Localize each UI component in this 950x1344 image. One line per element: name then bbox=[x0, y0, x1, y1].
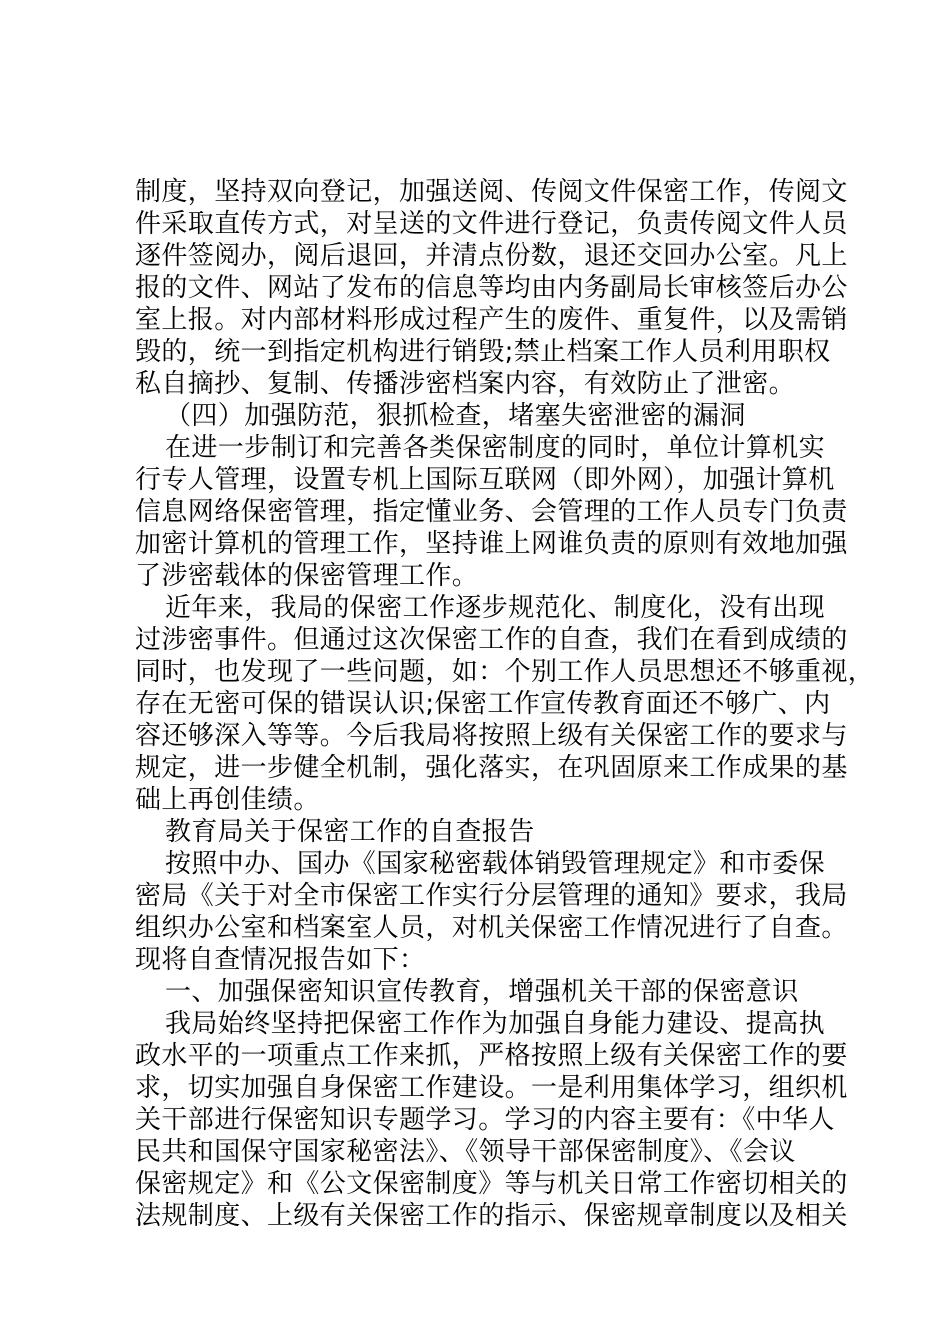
text-line: 毁的，统一到指定机构进行销毁;禁止档案工作人员利用职权 bbox=[135, 337, 831, 367]
text-line: 我局始终坚持把保密工作作为加强自身能力建设、提高执 bbox=[165, 1009, 826, 1039]
text-line: 政水平的一项重点工作来抓，严格按照上级有关保密工作的要 bbox=[135, 1041, 848, 1071]
text-line: 报的文件、网站了发布的信息等均由内务副局长审核签后办公 bbox=[135, 273, 848, 303]
text-line: 按照中办、国办《国家秘密载体销毁管理规定》和市委保 bbox=[165, 849, 826, 879]
text-line: 私自摘抄、复制、传播涉密档案内容，有效防止了泄密。 bbox=[135, 369, 796, 399]
section-heading: 一、加强保密知识宣传教育，增强机关干部的保密意识 bbox=[165, 977, 799, 1007]
text-line: 础上再创佳绩。 bbox=[135, 785, 320, 815]
text-line: 了涉密载体的保密管理工作。 bbox=[135, 561, 479, 591]
text-line: 行专人管理，设置专机上国际互联网（即外网），加强计算机 bbox=[135, 465, 835, 495]
text-line: 过涉密事件。但通过这次保密工作的自查，我们在看到成绩的 bbox=[135, 625, 848, 655]
text-line: 关干部进行保密知识专题学习。学习的内容主要有：《中华人 bbox=[135, 1105, 835, 1135]
section-heading: （四）加强防范，狠抓检查，堵塞失密泄密的漏洞 bbox=[165, 401, 746, 431]
text-line: 求，切实加强自身保密工作建设。一是利用集体学习，组织机 bbox=[135, 1073, 848, 1103]
text-line: 密局《关于对全市保密工作实行分层管理的通知》要求，我局 bbox=[135, 881, 848, 911]
text-line: 逐件签阅办，阅后退回，并清点份数，退还交回办公室。凡上 bbox=[135, 241, 848, 271]
text-line: 民共和国保守国家秘密法》、《领导干部保密制度》、《会议 bbox=[135, 1137, 796, 1167]
text-line: 规定，进一步健全机制，强化落实，在巩固原来工作成果的基 bbox=[135, 753, 848, 783]
text-line: 在进一步制订和完善各类保密制度的同时，单位计算机实 bbox=[165, 433, 826, 463]
report-title: 教育局关于保密工作的自查报告 bbox=[165, 817, 535, 847]
text-line: 容还够深入等等。今后我局将按照上级有关保密工作的要求与 bbox=[135, 721, 848, 751]
text-line: 制度，坚持双向登记，加强送阅、传阅文件保密工作，传阅文 bbox=[135, 177, 848, 207]
text-line: 同时，也发现了一些问题，如：个别工作人员思想还不够重视， bbox=[135, 657, 875, 687]
text-line: 件采取直传方式，对呈送的文件进行登记，负责传阅文件人员 bbox=[135, 209, 848, 239]
text-line: 组织办公室和档案室人员，对机关保密工作情况进行了自查。 bbox=[135, 913, 848, 943]
text-line: 法规制度、上级有关保密工作的指示、保密规章制度以及相关 bbox=[135, 1201, 848, 1231]
text-line: 现将自查情况报告如下： bbox=[135, 945, 426, 975]
text-line: 近年来，我局的保密工作逐步规范化、制度化，没有出现 bbox=[165, 593, 826, 623]
text-line: 室上报。对内部材料形成过程产生的废件、重复件，以及需销 bbox=[135, 305, 848, 335]
text-line: 存在无密可保的错误认识;保密工作宣传教育面还不够广、内 bbox=[135, 689, 831, 719]
text-line: 加密计算机的管理工作，坚持谁上网谁负责的原则有效地加强 bbox=[135, 529, 848, 559]
text-line: 保密规定》和《公文保密制度》等与机关日常工作密切相关的 bbox=[135, 1169, 848, 1199]
text-line: 信息网络保密管理，指定懂业务、会管理的工作人员专门负责 bbox=[135, 497, 848, 527]
